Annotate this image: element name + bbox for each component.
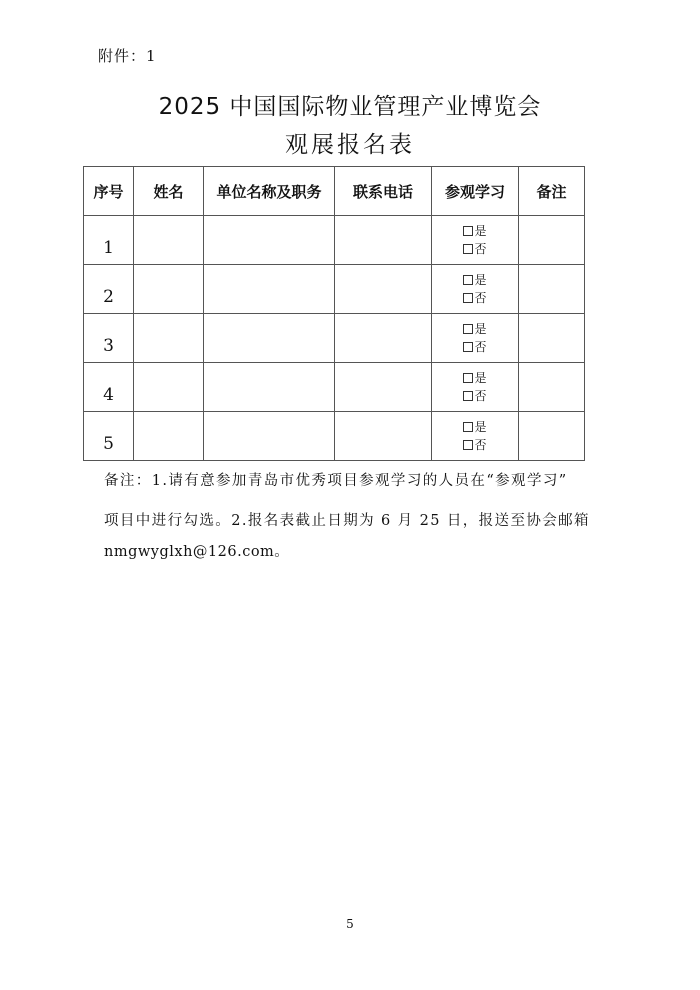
checkbox-icon[interactable] (463, 275, 473, 285)
org-title-cell[interactable] (204, 265, 335, 314)
remark-cell[interactable] (519, 216, 585, 265)
registration-table (83, 166, 585, 461)
visit-study-cell (432, 265, 519, 314)
phone-cell[interactable] (335, 265, 432, 314)
checkbox-icon[interactable] (463, 422, 473, 432)
phone-cell[interactable] (335, 412, 432, 461)
checkbox-icon[interactable] (463, 244, 473, 254)
remark-cell[interactable] (519, 265, 585, 314)
form-subtitle: 观展报名表 (285, 132, 415, 158)
header-remark: 备注 (519, 167, 585, 216)
option-yes[interactable]: 是 (463, 369, 486, 387)
option-yes[interactable]: 是 (463, 320, 486, 338)
visit-study-cell (432, 363, 519, 412)
option-no[interactable]: 否 (463, 436, 486, 454)
org-title-cell[interactable] (204, 314, 335, 363)
checkbox-icon[interactable] (463, 342, 473, 352)
remark-cell[interactable] (519, 314, 585, 363)
option-no[interactable]: 否 (463, 387, 486, 405)
table-header-row (84, 167, 585, 216)
visit-study-cell (432, 216, 519, 265)
phone-cell[interactable] (335, 216, 432, 265)
note-line-1: 备注：1.请有意参加青岛市优秀项目参观学习的人员在“参观学习” (104, 473, 568, 489)
remark-cell[interactable] (519, 412, 585, 461)
header-name: 姓名 (134, 167, 204, 216)
table-row (84, 216, 585, 265)
checkbox-icon[interactable] (463, 373, 473, 383)
table-row (84, 265, 585, 314)
option-no[interactable]: 否 (463, 289, 486, 307)
name-cell[interactable] (134, 412, 204, 461)
table-row (84, 412, 585, 461)
remark-cell[interactable] (519, 363, 585, 412)
note-email: nmgwyglxh@126.com。 (104, 544, 290, 560)
org-title-cell[interactable] (204, 363, 335, 412)
option-no[interactable]: 否 (463, 240, 486, 258)
attachment-label: 附件：1 (98, 47, 157, 65)
name-cell[interactable] (134, 314, 204, 363)
checkbox-icon[interactable] (463, 391, 473, 401)
header-phone: 联系电话 (335, 167, 432, 216)
checkbox-icon[interactable] (463, 440, 473, 450)
row-seq: 3 (84, 314, 134, 363)
option-no[interactable]: 否 (463, 338, 486, 356)
row-seq: 2 (84, 265, 134, 314)
row-seq: 1 (84, 216, 134, 265)
option-yes[interactable]: 是 (463, 418, 486, 436)
visit-study-cell (432, 314, 519, 363)
org-title-cell[interactable] (204, 216, 335, 265)
visit-study-cell (432, 412, 519, 461)
table-row (84, 314, 585, 363)
note-line-2: 项目中进行勾选。2.报名表截止日期为 6 月 25 日，报送至协会邮箱 (104, 513, 590, 529)
phone-cell[interactable] (335, 314, 432, 363)
page-number: 5 (346, 917, 354, 931)
checkbox-icon[interactable] (463, 293, 473, 303)
name-cell[interactable] (134, 265, 204, 314)
table-row (84, 363, 585, 412)
row-seq: 4 (84, 363, 134, 412)
phone-cell[interactable] (335, 363, 432, 412)
name-cell[interactable] (134, 363, 204, 412)
form-title: 2025 中国国际物业管理产业博览会 (158, 94, 542, 120)
org-title-cell[interactable] (204, 412, 335, 461)
row-seq: 5 (84, 412, 134, 461)
option-yes[interactable]: 是 (463, 222, 486, 240)
checkbox-icon[interactable] (463, 324, 473, 334)
header-visit-study: 参观学习 (432, 167, 519, 216)
name-cell[interactable] (134, 216, 204, 265)
checkbox-icon[interactable] (463, 226, 473, 236)
header-seq: 序号 (84, 167, 134, 216)
option-yes[interactable]: 是 (463, 271, 486, 289)
header-org-title: 单位名称及职务 (204, 167, 335, 216)
